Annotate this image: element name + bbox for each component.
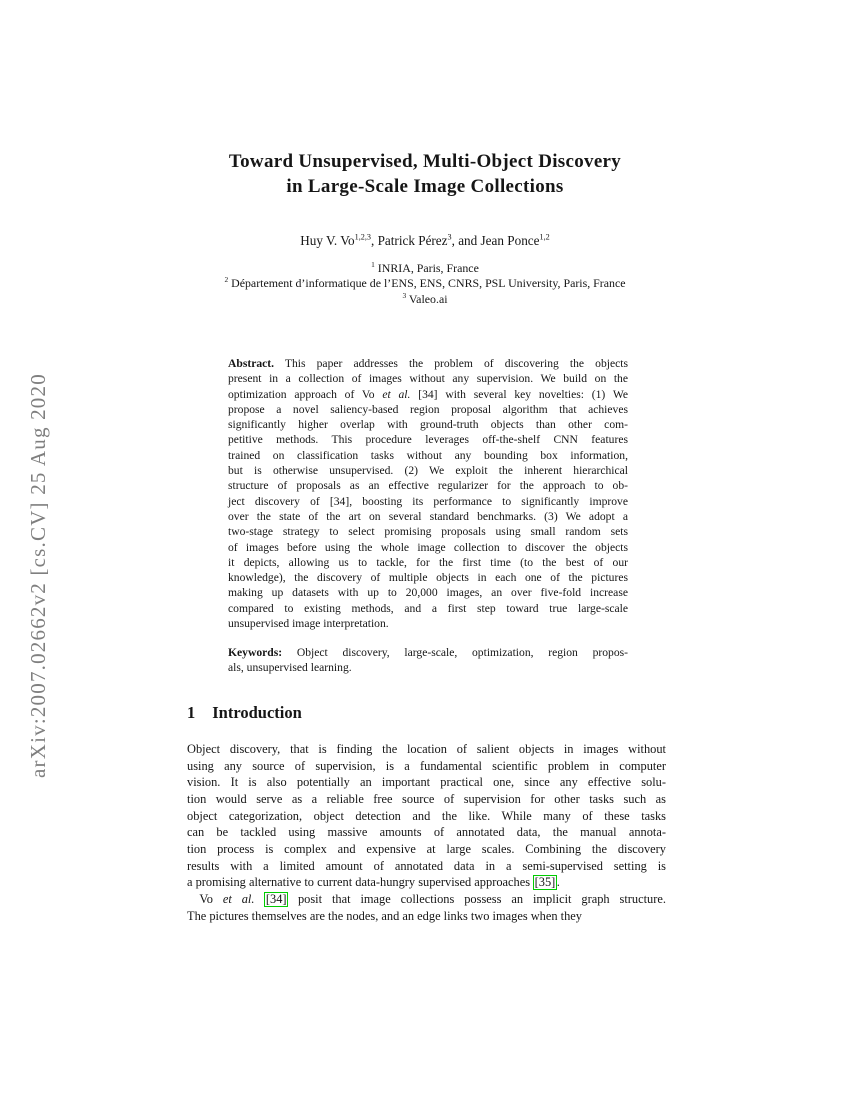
arxiv-stamp: arXiv:2007.02662v2 [cs.CV] 25 Aug 2020 [26, 373, 50, 778]
text-line: results with a limited amount of annotated data in a semi-supervised setting is [187, 858, 666, 873]
introduction-text [187, 741, 666, 924]
text-line: object categorization, object detection and the like. While many of these tasks [187, 808, 666, 823]
text-line: knowledge), the discovery of multiple objects in each one of the pictures [228, 571, 628, 585]
text-line: $^2$ Département d’informatique de l’ENS, ENS, CNRS, PSL University, Paris, France [224, 275, 626, 291]
text-line: Toward Unsupervised, Multi-Object Discovery [228, 151, 622, 172]
text-line: petitive methods. This procedure leverages off-the-shelf CNN features [228, 433, 628, 447]
text-line: present in a collection of images without any supervision. We build on the [228, 372, 628, 386]
text-line: The pictures themselves are the nodes, and an edge links two images when they [187, 908, 583, 923]
text-line: it depicts, allowing us to tackle, for the first time (to the best of our [228, 555, 628, 569]
text-line: als, unsupervised learning. [228, 661, 352, 675]
text-line: of images before using the whole image collection to discover the objects [228, 540, 628, 554]
text-line: can be tackled using massive amounts of annotated data, the manual annota- [187, 825, 666, 840]
text-line: structure of proposals as an effective regularizer for the approach to ob- [228, 479, 628, 493]
text-line: making up datasets with up to 20,000 images, an over five-fold increase [228, 586, 628, 600]
text-line: ject discovery of [34], boosting its performance to significantly improve [228, 494, 628, 508]
text-line: Object discovery, that is finding the location of salient objects in images without [187, 742, 666, 756]
section-heading-introduction [187, 703, 302, 723]
text-line: Vo et al. [34] posit that image collections possess an implicit graph structure. [187, 891, 666, 906]
text-line: two-stage strategy to select promising proposals using small random sets [228, 525, 628, 539]
text-line: tion process is complex and expensive at large scales. Combining the discovery [187, 841, 666, 856]
text-line: in Large-Scale Image Collections [286, 175, 564, 197]
text-line: Keywords: Object discovery, large-scale, optimization, region propos- [228, 646, 628, 659]
citation-link[interactable]: [34] [265, 891, 287, 906]
section-number: 1 [187, 703, 196, 722]
text-line: trained on classification tasks without any bounding box information, [228, 448, 628, 462]
text-line: unsupervised image interpretation. [228, 617, 389, 631]
authors-line [0, 232, 850, 250]
keywords-section [228, 645, 628, 676]
section-title: Introduction [212, 703, 302, 722]
paper-title [0, 150, 850, 199]
affiliations [0, 261, 850, 307]
text-line: over the state of the art on several standard benchmarks. (3) We adopt a [228, 509, 628, 523]
text-line: $^3$ Valeo.ai [402, 290, 448, 306]
text-line: $^1$ INRIA, Paris, France [371, 260, 479, 275]
citation-link[interactable]: [35] [534, 875, 556, 890]
text-line: compared to existing methods, and a first step toward true large-scale [228, 601, 628, 615]
text-line: using any source of supervision, is a fundamental scientific problem in computer [187, 758, 666, 773]
text-line: but is otherwise unsupervised. (2) We exploit the inherent hierarchical [228, 464, 628, 478]
text-line: tion would serve as a reliable free source of supervision for other tasks such as [187, 791, 666, 806]
text-line: vision. It is also potentially an important practical one, since any effective solu- [187, 775, 666, 790]
abstract-section [228, 356, 628, 631]
text-line: propose a novel saliency-based region proposal algorithm that achieves [228, 402, 628, 416]
text-line: a promising alternative to current data-hungry supervised approaches [35] . [187, 875, 560, 890]
text-line: Abstract. This paper addresses the problem of discovering the objects [228, 357, 628, 370]
text-line: optimization approach of Vo et al. [34] with several key novelties: (1) We [228, 387, 628, 401]
text-line: significantly higher overlap with ground-truth objects than other com- [228, 418, 628, 432]
text-line: Huy V. Vo$^{1,2,3}$, Patrick Pérez$^3$, and Jean Ponce$^{1,2}$ [300, 232, 550, 248]
